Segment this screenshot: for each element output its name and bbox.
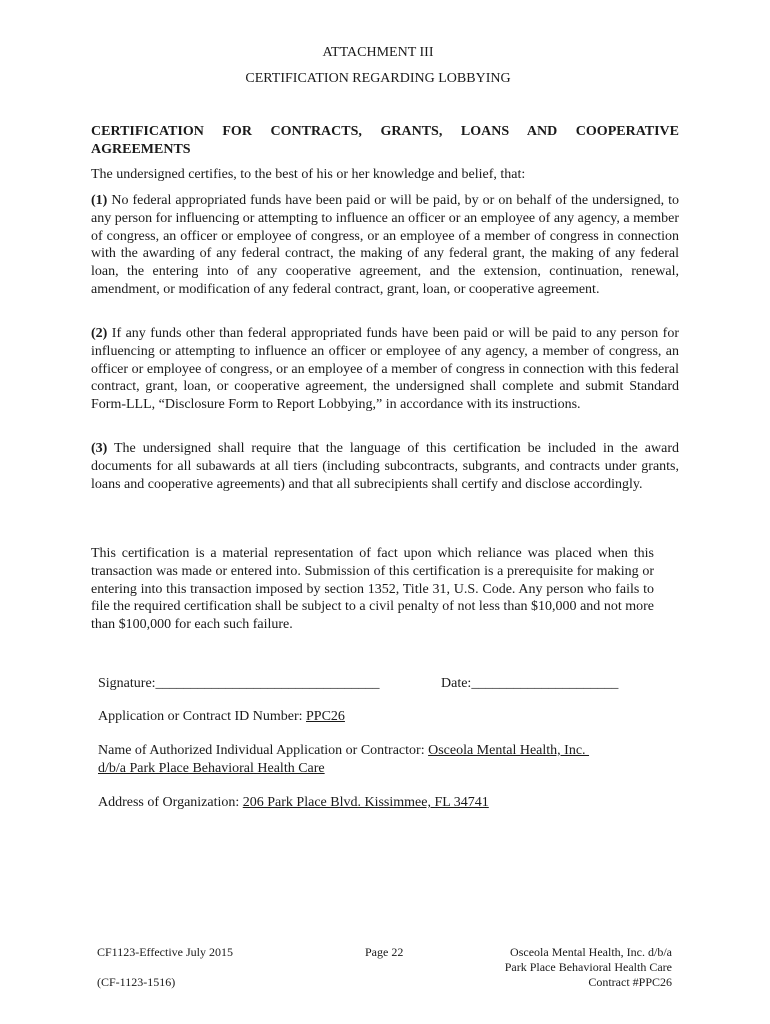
attachment-label: ATTACHMENT III	[322, 45, 434, 60]
page-title: CERTIFICATION REGARDING LOBBYING	[245, 71, 511, 86]
footer-form-effective: CF1123-Effective July 2015	[97, 945, 233, 959]
certification-statement: This certification is a material representation of fact upon which reliance was placed when this transaction was made or entered into. Submission of this certification is a prerequisite for making or entering into this transaction imposed by section 1352, Title 31, U.S. Code. Any person who fails to file the required certification shall be subject to a civil penalty of not less than $10,000 and not more than $100,000 for each such failure.	[91, 546, 654, 633]
clause-number: (1)	[91, 193, 108, 208]
footer-org-line1: Osceola Mental Health, Inc. d/b/a	[510, 945, 672, 959]
date-field[interactable]: Date:_____________________	[441, 676, 619, 691]
clause-number: (2)	[91, 326, 108, 341]
contractor-name-value: Osceola Mental Health, Inc.	[428, 743, 590, 758]
address-value: 206 Park Place Blvd. Kissimmee, FL 34741	[242, 795, 489, 810]
page-number: Page 22	[365, 945, 404, 959]
contract-id-value: PPC26	[306, 709, 345, 724]
footer-org-line2: Park Place Behavioral Health Care	[504, 960, 672, 974]
clause-2	[91, 325, 679, 414]
clause-3	[91, 440, 679, 493]
section-heading: CERTIFICATION FOR CONTRACTS, GRANTS, LOANS AND COOPERATIVE AGREEMENTS	[91, 124, 679, 157]
signature-field[interactable]: Signature:________________________________	[98, 676, 380, 691]
contractor-name-value-continued: d/b/a Park Place Behavioral Health Care	[98, 761, 325, 776]
clause-text: No federal appropriated funds have been paid or will be paid, by or on behalf of the undersigned, to any person for influencing or attempting to influence an officer or an employee of any agency, a member of congress, an officer or employee of congress, or an employee of a member of congress in connection with the awarding of any federal contract, the making of any federal grant, the making of any federal loan, the entering into of any cooperative agreement, and the extension, continuation, renewal, amendment, or modification of any federal contract, grant, loan, or cooperative agreement.	[91, 193, 679, 297]
intro-text: The undersigned certifies, to the best of his or her knowledge and belief, that:	[91, 167, 526, 182]
footer-contract: Contract #PPC26	[588, 975, 672, 989]
contract-id-line	[98, 708, 345, 726]
contractor-name-line	[98, 742, 589, 760]
clause-text: The undersigned shall require that the language of this certification be included in the award documents for all subawards at all tiers (including subcontracts, subgrants, and contracts under grants, loans and cooperative agreements) and that all subrecipients shall certify and disclose accordingly.	[91, 441, 679, 492]
clause-number: (3)	[91, 441, 108, 456]
footer-form-code: (CF-1123-1516)	[97, 975, 176, 989]
address-label: Address of Organization:	[98, 795, 243, 810]
address-line	[98, 794, 489, 812]
clause-1	[91, 192, 679, 299]
contractor-name-label: Name of Authorized Individual Application or Contractor:	[98, 743, 429, 758]
clause-text: If any funds other than federal appropriated funds have been paid or will be paid to any person for influencing or attempting to influence an officer or employee of any agency, a member of congress, an officer or employee of congress, or an employee of a member of congress in connection with this federal contract, grant, loan, or cooperative agreement, the undersigned shall complete and submit Standard Form-LLL, “Disclosure Form to Report Lobbying,” in accordance with its instructions.	[91, 326, 679, 413]
footer-organization	[505, 945, 672, 990]
contract-id-label: Application or Contract ID Number:	[98, 709, 307, 724]
